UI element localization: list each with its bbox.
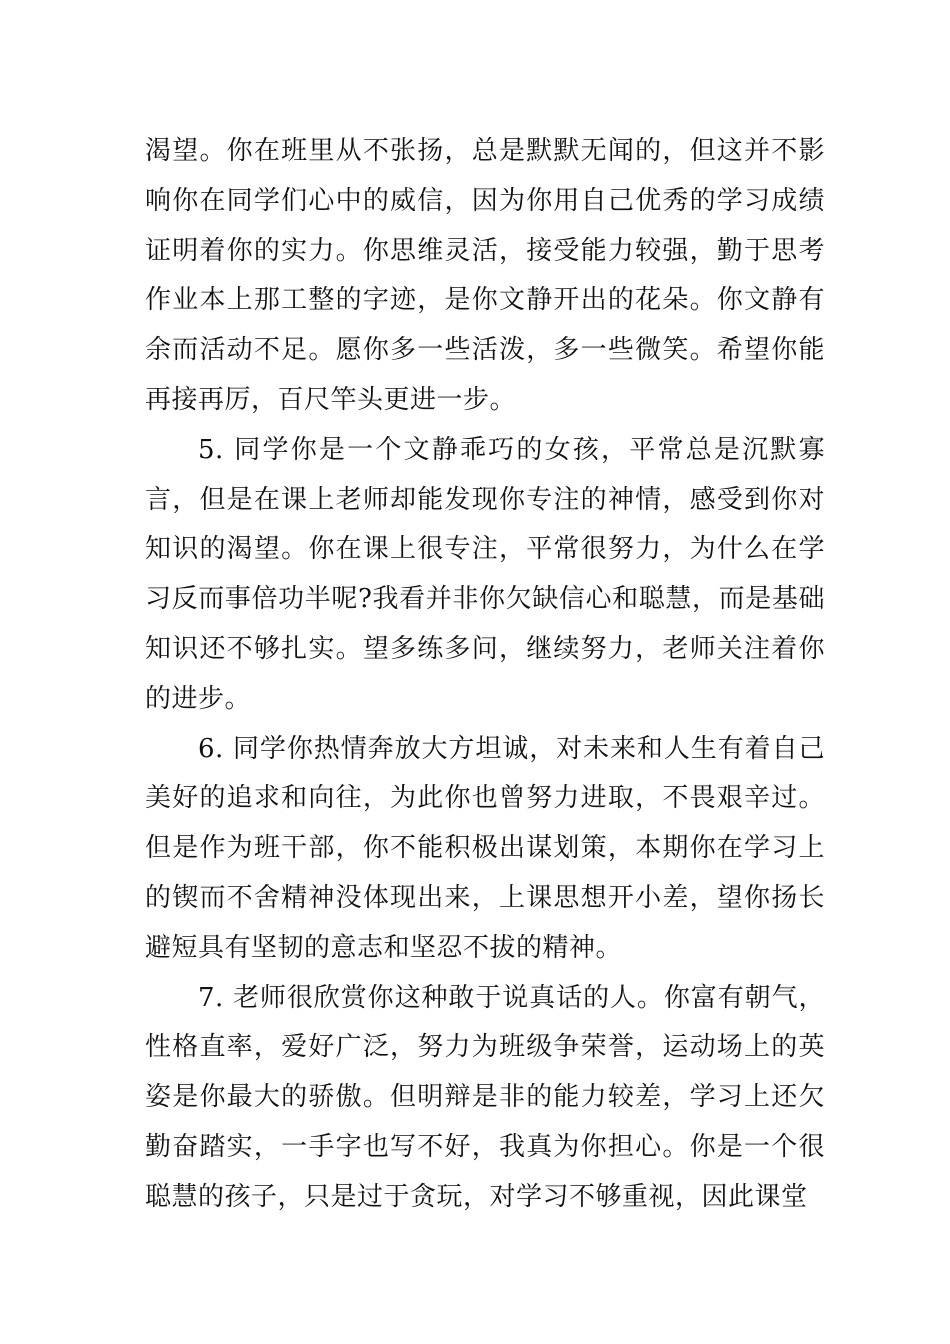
paragraph-continuation: 渴望。你在班里从不张扬，总是默默无闻的，但这并不影响你在同学们心中的威信，因为你用自己优秀的学习成绩证明着你的实力。你思维灵活，接受能力较强，勤于思考作业本上那工整的字迹，是你文静开出的花朵。你文静有余而活动不足。愿你多一些活泼，多一些微笑。希望你能再接再厉，百尺竿头更进一步。 <box>145 136 825 415</box>
paragraph-item-5: 5. 同学你是一个文静乖巧的女孩，平常总是沉默寡言，但是在课上老师却能发现你专注的神情，感受到你对知识的渴望。你在课上很专注，平常很努力，为什么在学习反而事倍功半呢?我看并非你欠缺信心和聪慧，而是基础知识还不够扎实。望多练多问，继续努力，老师关注着你的进步。 <box>145 434 825 714</box>
paragraph-item-6: 6. 同学你热情奔放大方坦诚，对未来和人生有着自己美好的追求和向往，为此你也曾努力进取，不畏艰辛过。但是作为班干部，你不能积极出谋划策，本期你在学习上的锲而不舍精神没体现出来，上课思想开小差，望你扬长避短具有坚韧的意志和坚忍不拔的精神。 <box>145 733 825 963</box>
paragraph-item-7: 7. 老师很欣赏你这种敢于说真话的人。你富有朝气，性格直率，爱好广泛，努力为班级争荣誉，运动场上的英姿是你最大的骄傲。但明辩是非的能力较差，学习上还欠勤奋踏实，一手字也写不好，我真为你担心。你是一个很聪慧的孩子，只是过于贪玩，对学习不够重视，因此课堂 <box>145 982 825 1212</box>
document-body <box>145 127 825 1223</box>
